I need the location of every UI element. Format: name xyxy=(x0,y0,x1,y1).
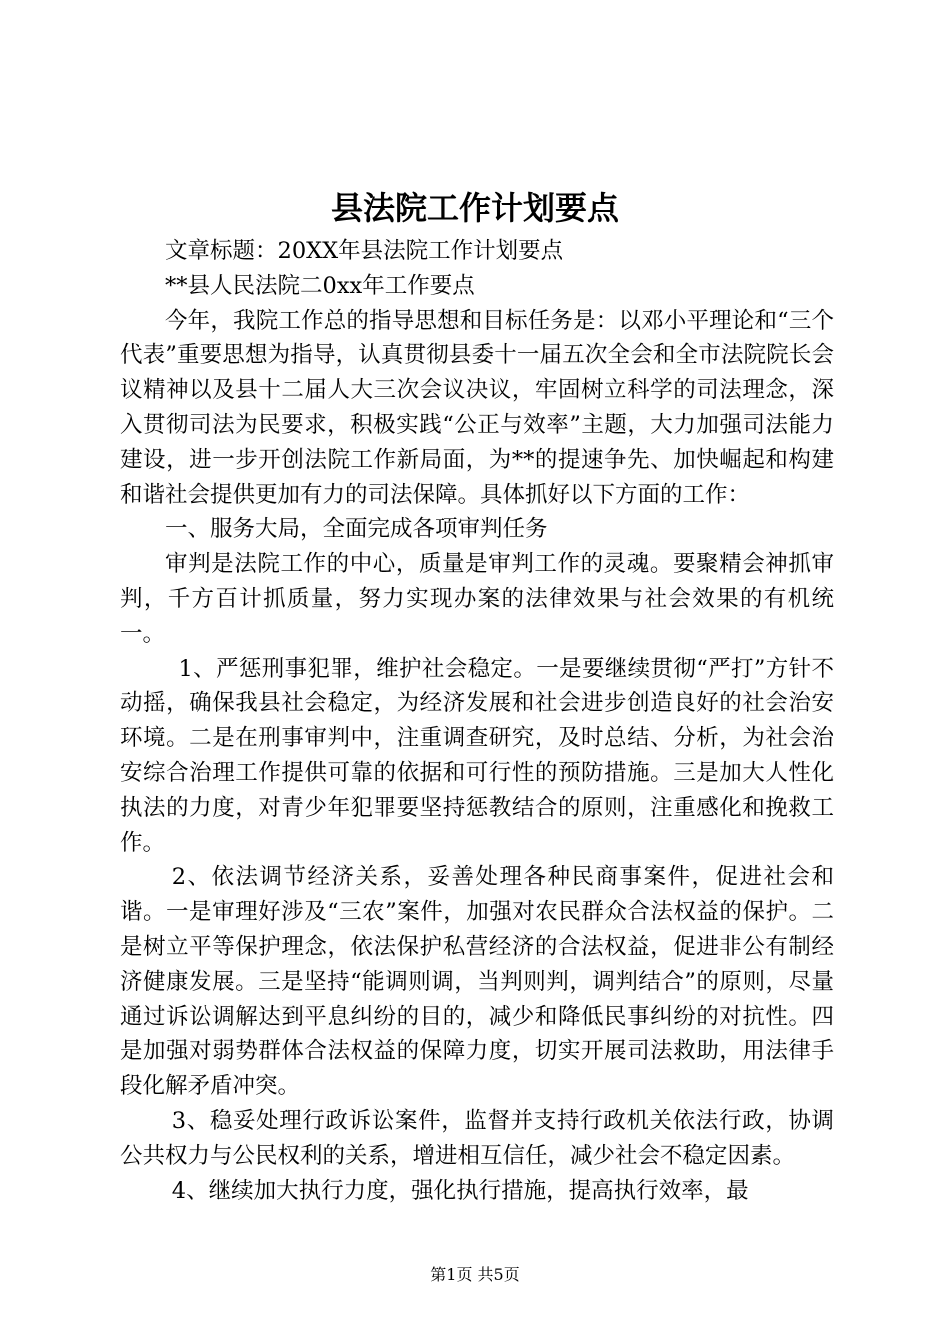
page-footer: 第1页 共5页 xyxy=(430,1265,520,1284)
item-3-paragraph: 3、稳妥处理行政诉讼案件，监督并支持行政机关依法行政，协调公共权力与公民权利的关系，增进相互信任，减少社会不稳定因素。 xyxy=(120,1107,834,1169)
item-1-paragraph: 1、严惩刑事犯罪，维护社会稳定。一是要继续贯彻“严打”方针不动摇，确保我县社会稳定，为经济发展和社会进步创造良好的社会治安环境。二是在刑事审判中，注重调查研究，及时总结、分析，为社会治安综合治理工作提供可靠的依据和可行性的预防措施。三是加大人性化执法的力度，对青少年犯罪要坚持惩教结合的原则，注重感化和挽救工作。 xyxy=(120,655,834,856)
document-title: 县法院工作计划要点 xyxy=(330,189,619,227)
section-heading: 一、服务大局，全面完成各项审判任务 xyxy=(165,516,548,543)
item-4-paragraph: 4、继续加大执行力度，强化执行措施，提高执行效率，最 xyxy=(171,1177,749,1204)
item-2-paragraph: 2、依法调节经济关系，妥善处理各种民商事案件，促进社会和谐。一是审理好涉及“三农”案件，加强对农民群众合法权益的保护。二是树立平等保护理念，依法保护私营经济的合法权益，促进非公有制经济健康发展。三是坚持“能调则调，当判则判，调判结合”的原则，尽量通过诉讼调解达到平息纠纷的目的，减少和降低民事纠纷的对抗性。四是加强对弱势群体合法权益的保障力度，切实开展司法救助，用法律手段化解矛盾冲突。 xyxy=(120,864,834,1100)
intro-paragraph: 今年，我院工作总的指导思想和目标任务是：以邓小平理论和“三个代表”重要思想为指导，认真贯彻县委十一届五次全会和全市法院院长会议精神以及县十二届人大三次会议决议，牢固树立科学的司法理念，深入贯彻司法为民要求，积极实践“公正与效率”主题，大力加强司法能力建设，进一步开创法院工作新局面，为**的提速争先、加快崛起和构建和谐社会提供更加有力的司法保障。具体抓好以下方面的工作： xyxy=(120,307,834,508)
article-title-line: 文章标题：20XX年县法院工作计划要点 xyxy=(165,238,564,264)
document-body xyxy=(120,234,834,1208)
subtitle-line: **县人民法院二0xx年工作要点 xyxy=(165,272,475,299)
section-intro-paragraph: 审判是法院工作的中心，质量是审判工作的灵魂。要聚精会神抓审判，千方百计抓质量，努力实现办案的法律效果与社会效果的有机统一。 xyxy=(120,551,834,647)
